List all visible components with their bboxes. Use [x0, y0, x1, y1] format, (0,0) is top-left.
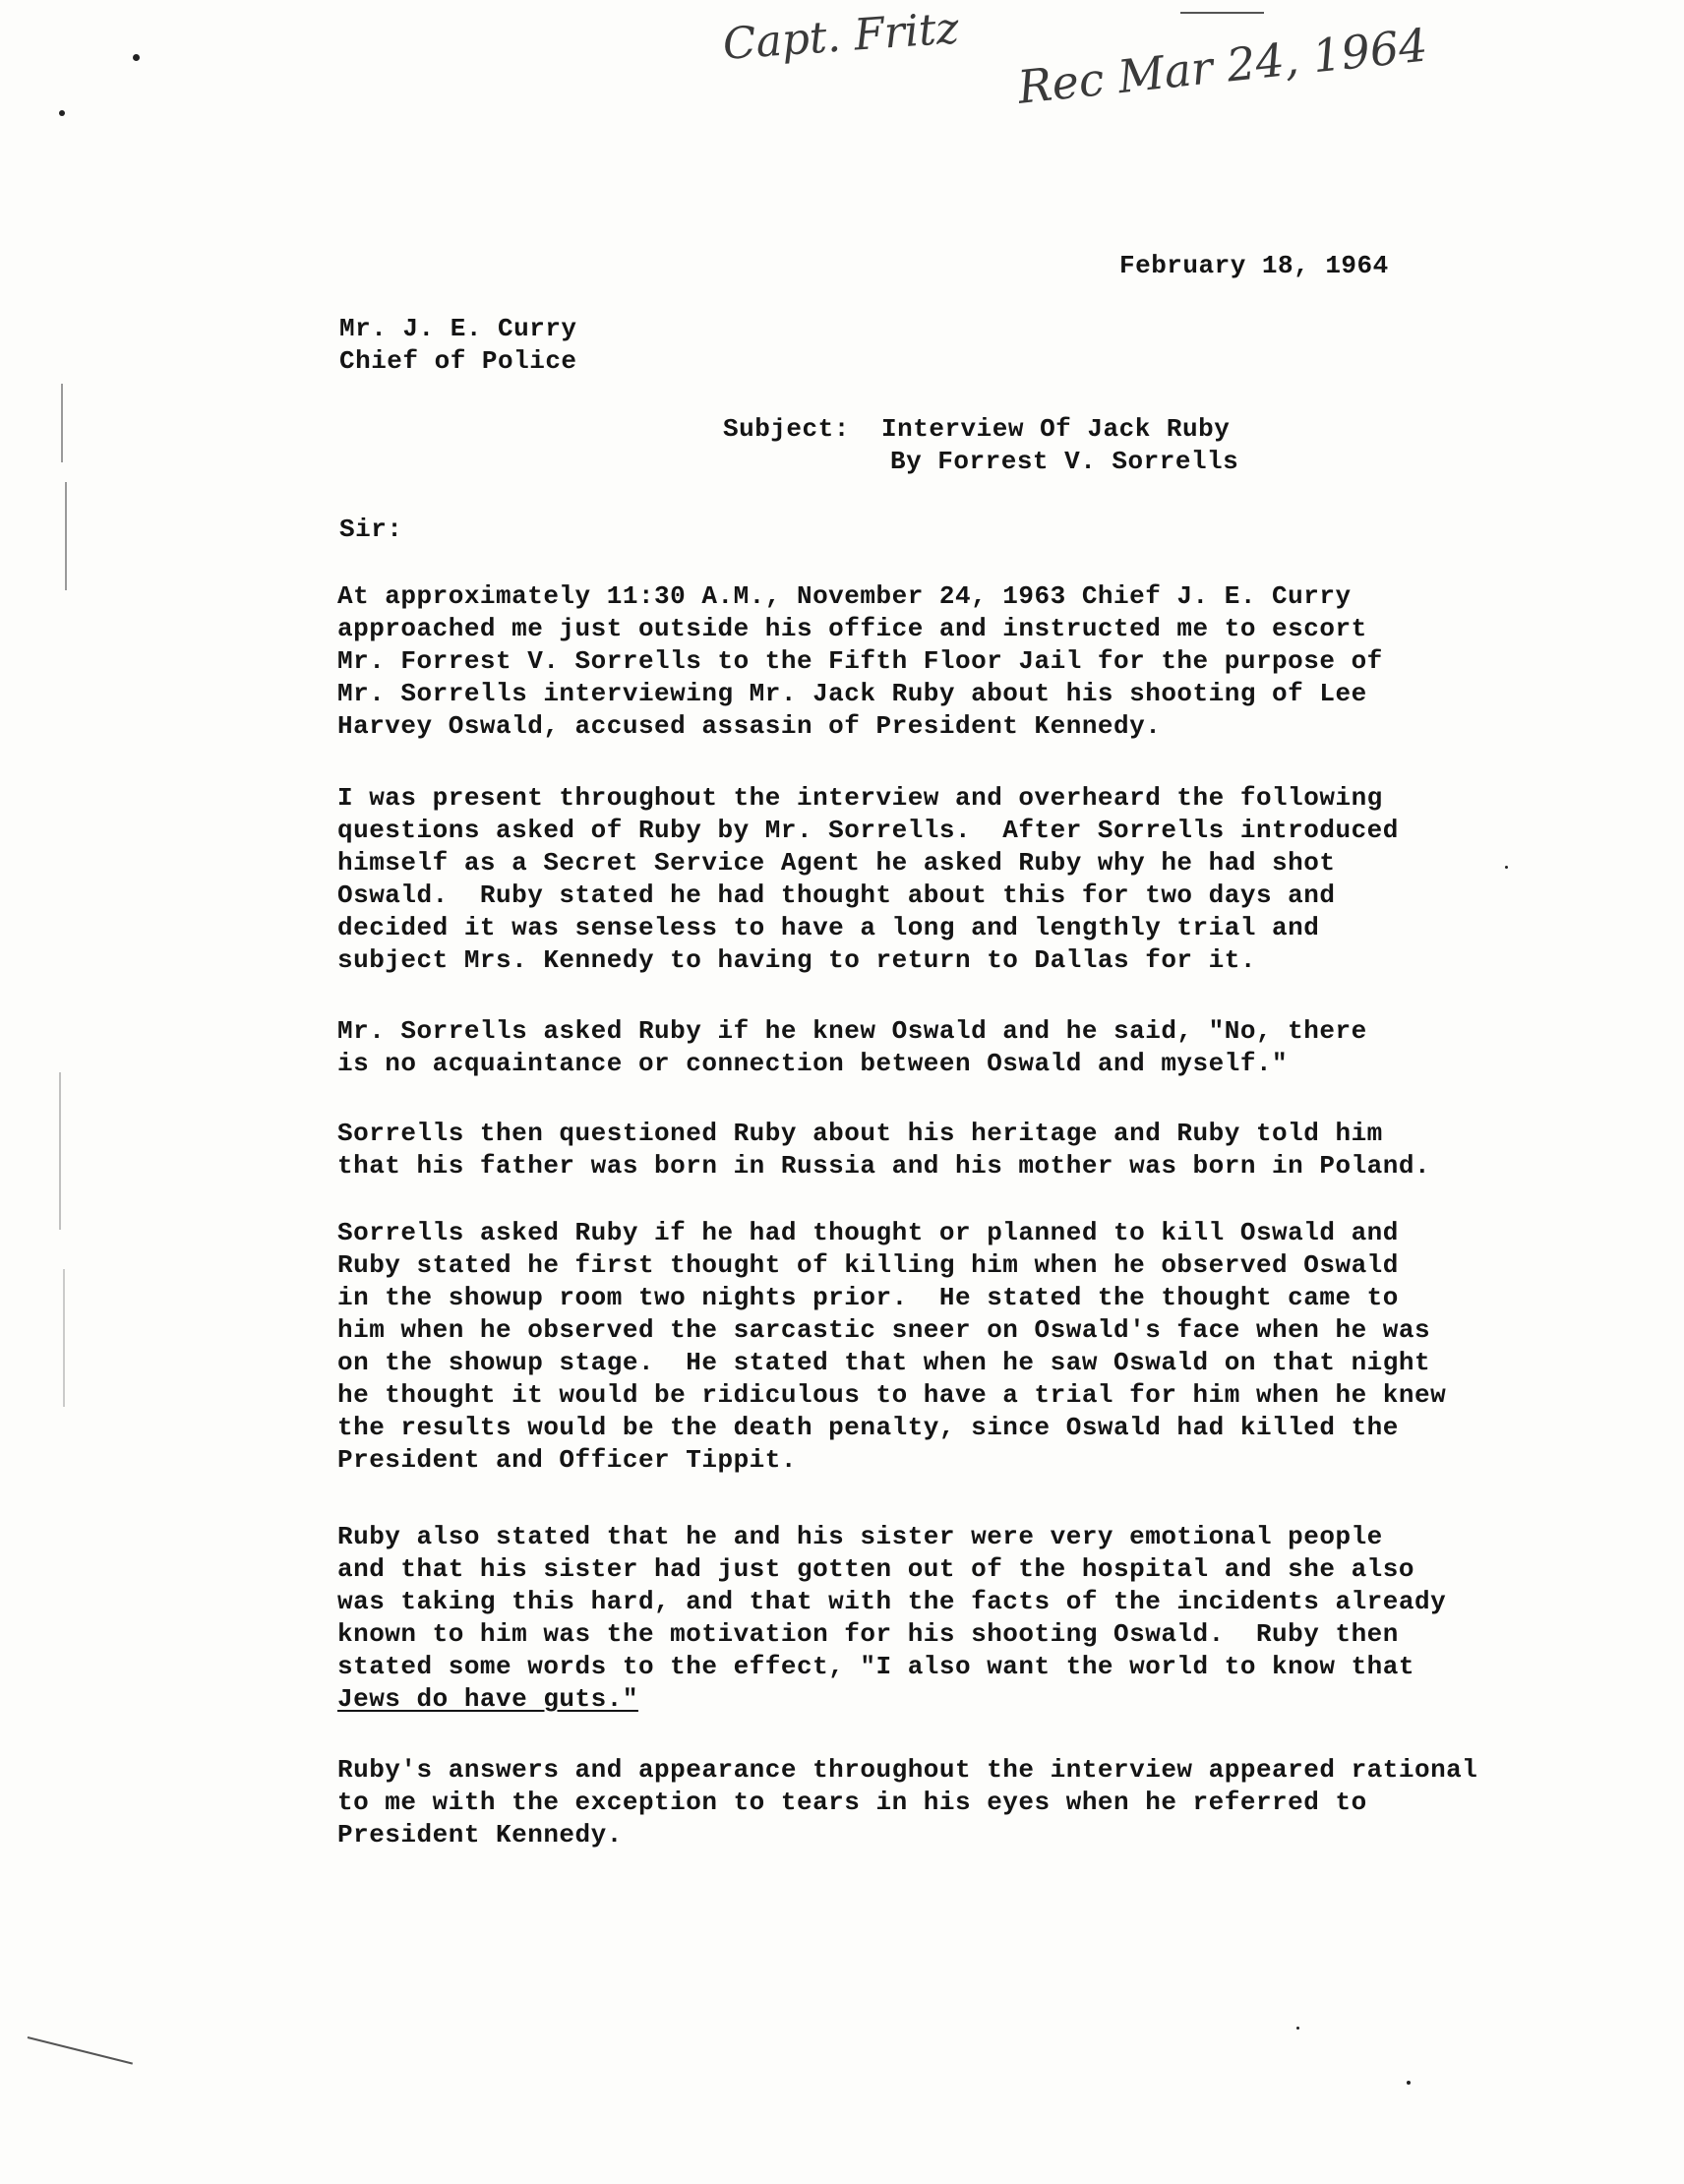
scan-speck	[1407, 2081, 1411, 2085]
addressee-title: Chief of Police	[339, 346, 577, 376]
body-paragraph-2: I was present throughout the interview and overheard the following questions asked of Ruby by Mr. Sorrells. After Sorrells introduced himself as a Secret Service Agent he asked Ruby why he had shot Oswald. Ruby stated he had thought about this for two days and decided it was senseless to have a long and lengthly trial and subject Mrs. Kennedy to having to return to Dallas for it.	[337, 783, 1399, 975]
scan-speck	[1505, 866, 1508, 869]
letter-date: February 18, 1964	[1119, 251, 1389, 280]
body-paragraph-1: At approximately 11:30 A.M., November 24, 1963 Chief J. E. Curry approached me just outside his office and instructed me to escort Mr. Forrest V. Sorrells to the Fifth Floor Jail for the purpose of Mr. Sorrells interviewing Mr. Jack Ruby about his shooting of Lee Harvey Oswald, accused assasin of President Kennedy.	[337, 581, 1383, 741]
body-paragraph-7: Ruby's answers and appearance throughout the interview appeared rational to me with the exception to tears in his eyes when he referred to President Kennedy.	[337, 1755, 1478, 1850]
body-paragraph-6-text: Ruby also stated that he and his sister were very emotional people and that his sister had just gotten out of the hospital and she also was taking this hard, and that with the facts of the incidents already known to him was the motivation for his shooting Oswald. Ruby then stated some words to the effect, "I also want the world to know that	[337, 1522, 1447, 1681]
body-paragraph-3: Mr. Sorrells asked Ruby if he knew Oswald and he said, "No, there is no acquaintance or connection between Oswald and myself."	[337, 1016, 1367, 1078]
scan-speck	[59, 110, 65, 116]
subject-label: Subject:	[723, 414, 850, 444]
subject-line-1: Interview Of Jack Ruby	[881, 414, 1231, 444]
scan-stray-line	[28, 2036, 133, 2065]
scan-edge-mark	[63, 1269, 65, 1407]
subject-block	[723, 413, 1238, 478]
scan-edge-mark	[59, 1072, 61, 1230]
subject-line-2: By Forrest V. Sorrells	[890, 447, 1239, 476]
scan-edge-mark	[65, 482, 67, 590]
scan-edge-mark	[61, 384, 63, 462]
scan-speck	[133, 54, 140, 61]
body-paragraph-5: Sorrells asked Ruby if he had thought or planned to kill Oswald and Ruby stated he first thought of killing him when he observed Oswald in the showup room two nights prior. He stated the thought came to him when he observed the sarcastic sneer on Oswald's face when he was on the showup stage. He stated that when he saw Oswald on that night he thought it would be ridiculous to have a trial for him when he knew the results would be the death penalty, since Oswald had killed the President and Officer Tippit.	[337, 1218, 1447, 1475]
body-paragraph-6	[337, 1521, 1547, 1716]
body-paragraph-4: Sorrells then questioned Ruby about his heritage and Ruby told him that his father was born in Russia and his mother was born in Poland.	[337, 1119, 1431, 1181]
handwritten-received-stamp: Rec Mar 24, 1964	[1015, 18, 1430, 114]
handwritten-annotation-capt: Capt. Fritz	[721, 3, 961, 70]
scan-top-line	[1180, 12, 1264, 14]
addressee-name: Mr. J. E. Curry	[339, 314, 577, 343]
scan-speck	[1296, 2027, 1299, 2030]
addressee-block	[339, 313, 577, 378]
salutation: Sir:	[339, 515, 403, 544]
underlined-quote: Jews do have guts."	[337, 1684, 638, 1714]
